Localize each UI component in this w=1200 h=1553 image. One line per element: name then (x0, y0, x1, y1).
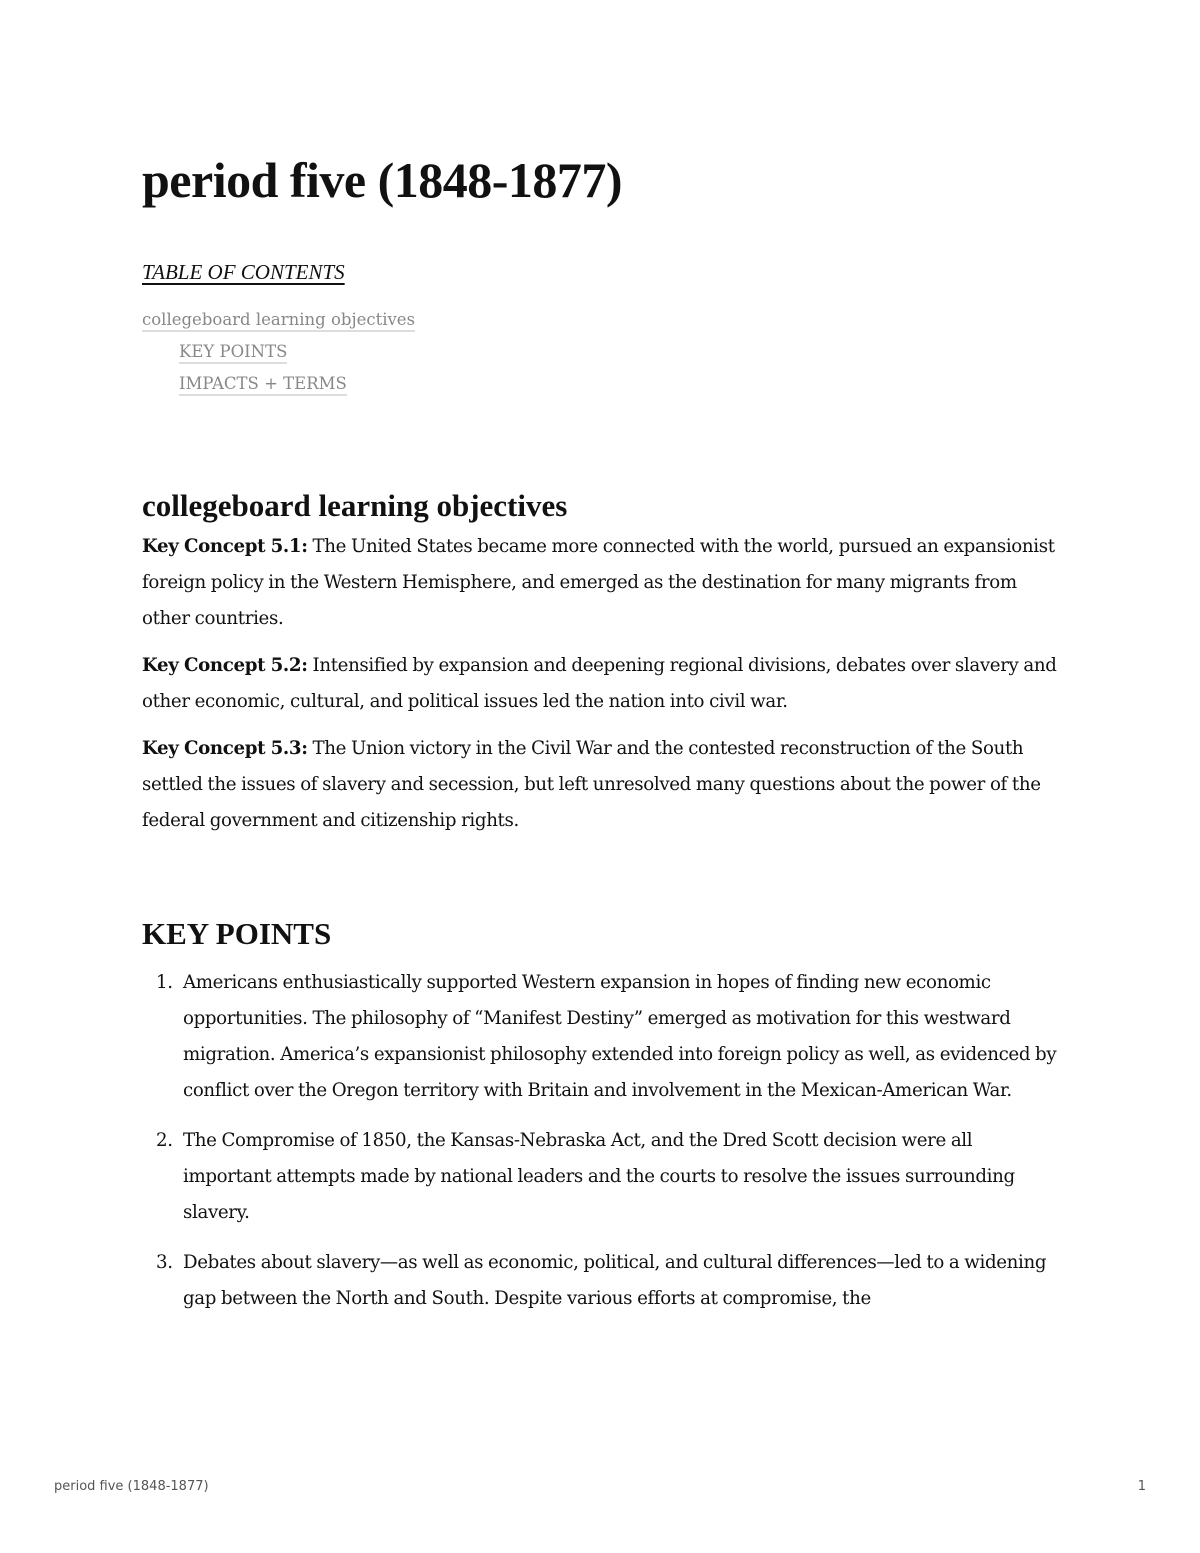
key-concept-text: The Union victory in the Civil War and the contested reconstruction of the South settled the issues of slavery and secession, but left unresolved many questions about the power of the federal government and citizenship rights. (142, 738, 1041, 831)
list-item (142, 1123, 1062, 1231)
toc-link-label: collegeboard learning objectives (142, 310, 415, 332)
list-item-text: Debates about slavery—as well as economic, political, and cultural differences—led to a widening gap between the North and South. Despite various efforts at compromise, the (183, 1252, 1047, 1309)
key-points-list (142, 965, 1062, 1317)
list-item-number: 1. (156, 972, 173, 993)
list-item (142, 965, 1062, 1109)
list-item (142, 1245, 1062, 1317)
list-item-text: Americans enthusiastically supported Western expansion in hopes of finding new economic opportunities. The philosophy of “Manifest Destiny” emerged as motivation for this westward migration. America’s expansionist philosophy extended into foreign policy as well, as evidenced by conflict over the Oregon territory with Britain and involvement in the Mexican-American War. (183, 972, 1057, 1101)
toc-link-key-points[interactable] (142, 336, 1062, 368)
list-item-number: 3. (156, 1252, 173, 1273)
key-concept-paragraph (142, 731, 1062, 839)
key-concept-paragraph (142, 529, 1062, 637)
document-title: period five (1848-1877) (142, 152, 623, 208)
toc-link-impacts-terms[interactable] (142, 368, 1062, 400)
list-item-text: The Compromise of 1850, the Kansas-Nebraska Act, and the Dred Scott decision were all important attempts made by national leaders and the courts to resolve the issues surrounding slavery. (183, 1130, 1015, 1223)
key-concept-label: Key Concept 5.3: (142, 738, 308, 759)
table-of-contents (142, 304, 1062, 400)
page-content (142, 150, 1062, 1331)
key-concept-label: Key Concept 5.2: (142, 655, 308, 676)
key-concept-text: Intensified by expansion and deepening regional divisions, debates over slavery and other economic, cultural, and political issues led the nation into civil war. (142, 655, 1057, 712)
toc-heading: TABLE OF CONTENTS (142, 260, 345, 284)
key-concept-paragraph (142, 648, 1062, 720)
toc-link-learning-objectives[interactable] (142, 304, 1062, 336)
toc-link-label: IMPACTS + TERMS (179, 374, 347, 396)
footer-document-title: period five (1848-1877) (54, 1479, 209, 1494)
toc-link-label: KEY POINTS (179, 342, 287, 364)
list-item-number: 2. (156, 1130, 173, 1151)
learning-objectives-section (142, 529, 1062, 839)
footer-page-number: 1 (1137, 1479, 1146, 1494)
key-concept-label: Key Concept 5.1: (142, 536, 308, 557)
section-heading-learning-objectives: collegeboard learning objectives (142, 488, 568, 523)
section-heading-key-points: KEY POINTS (142, 916, 332, 951)
key-concept-text: The United States became more connected with the world, pursued an expansionist foreign policy in the Western Hemisphere, and emerged as the destination for many migrants from other countries. (142, 536, 1055, 629)
